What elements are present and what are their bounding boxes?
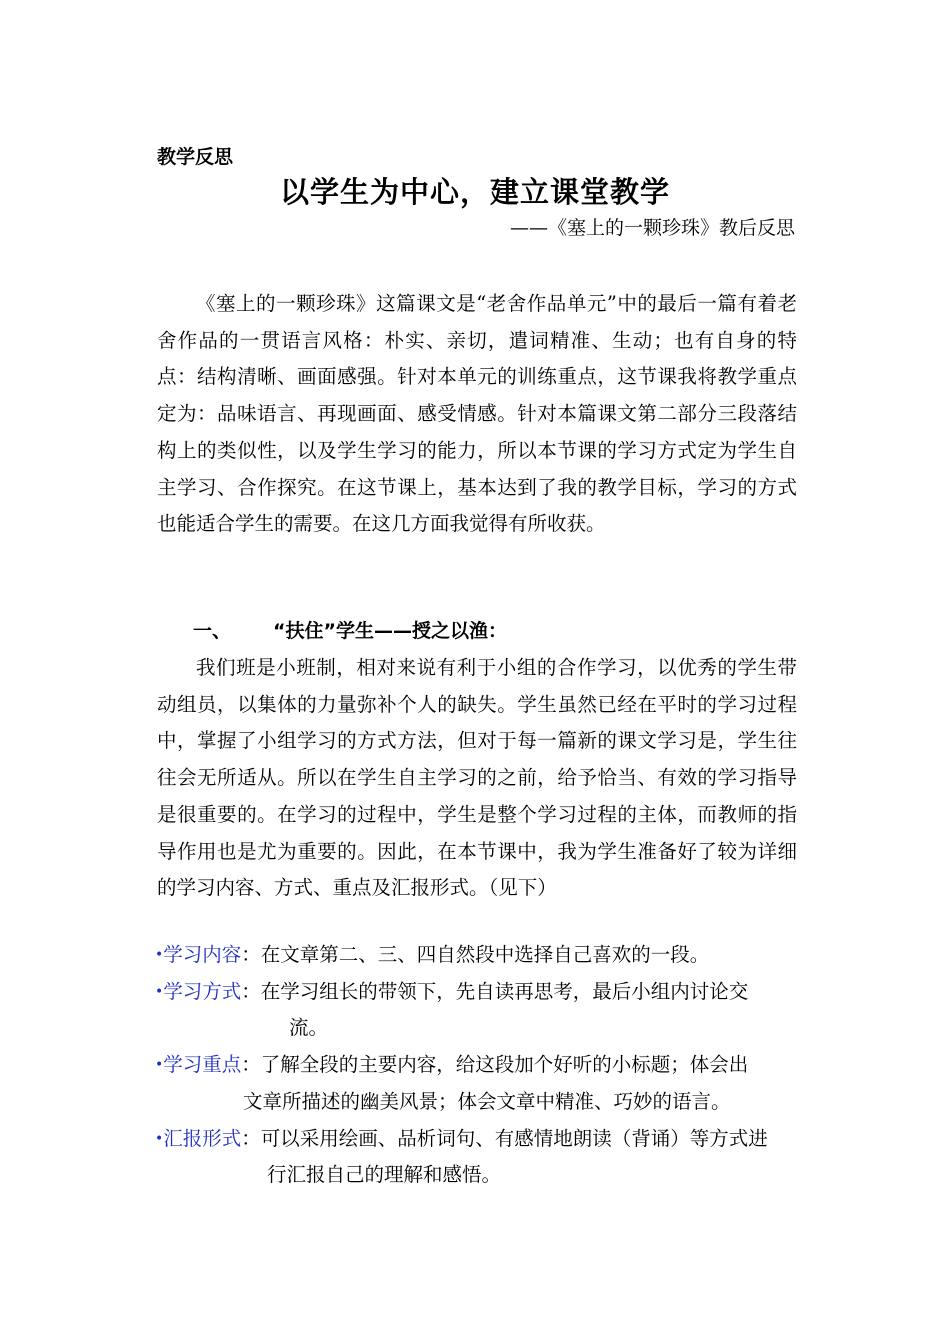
bullet-label: 汇报形式 — [163, 1126, 242, 1150]
section-number: 一、 — [193, 620, 232, 642]
study-guide-list — [155, 937, 815, 1194]
list-item — [155, 1047, 815, 1120]
intro-paragraph: 《塞上的一颗珍珠》这篇课文是“老舍作品单元”中的最后一篇有着老舍作品的一贯语言风格：朴实、亲切，遣词精准、生动；也有自身的特点：结构清晰、画面感强。针对本单元的训练重点，这节课我将教学重点定为：品味语言、再现画面、感受情感。针对本篇课文第二部分三段落结构上的类似性，以及学生学习的能力，所以本节课的学习方式定为学生自主学习、合作探究。在这节课上，基本达到了我的教学目标，学习的方式也能适合学生的需要。在这几方面我觉得有所收获。 — [157, 292, 797, 536]
list-item — [155, 1121, 815, 1194]
bullet-marker: • — [155, 1130, 164, 1147]
bullet-text: ：可以采用绘画、品析词句、有感情地朗读（背诵）等方式进 — [241, 1126, 768, 1150]
bullet-marker: • — [155, 947, 164, 963]
list-item — [155, 937, 815, 974]
bullet-marker: • — [155, 1057, 164, 1074]
bullet-marker: • — [155, 983, 164, 1000]
document-title: 以学生为中心，建立课堂教学 — [279, 175, 670, 209]
section-heading-text: “扶住”学生——授之以渔： — [273, 620, 507, 642]
category-label: 教学反思 — [157, 146, 234, 168]
bullet-text: ：在文章第二、三、四自然段中选择自己喜欢的一段。 — [241, 943, 710, 966]
bullet-continuation: 流。 — [289, 1016, 329, 1040]
bullet-label: 学习内容 — [163, 943, 242, 966]
bullet-text: ：了解全段的主要内容，给这段加个好听的小标题；体会出 — [241, 1053, 749, 1077]
bullet-continuation: 文章所描述的幽美风景；体会文章中精准、巧妙的语言。 — [243, 1089, 731, 1113]
section-heading — [193, 616, 507, 646]
document-subtitle: ——《塞上的一颗珍珠》教后反思 — [509, 217, 795, 239]
list-item — [155, 974, 815, 1047]
bullet-text: ：在学习组长的带领下，先自读再思考，最后小组内讨论交 — [241, 979, 749, 1003]
section-paragraph: 我们班是小班制，相对来说有利于小组的合作学习，以优秀的学生带动组员，以集体的力量弥补个人的缺失。学生虽然已经在平时的学习过程中，掌握了小组学习的方式方法，但对于每一篇新的课文学习是，学生往往会无所适从。所以在学生自主学习的之前，给予恰当、有效的学习指导是很重要的。在学习的过程中，学生是整个学习过程的主体，而教师的指导作用也是尤为重要的。因此，在本节课中，我为学生准备好了较为详细的学习内容、方式、重点及汇报形式。（见下） — [157, 656, 797, 900]
bullet-label: 学习方式 — [163, 979, 242, 1003]
bullet-continuation: 行汇报自己的理解和感悟。 — [267, 1163, 502, 1187]
bullet-label: 学习重点 — [163, 1053, 242, 1077]
